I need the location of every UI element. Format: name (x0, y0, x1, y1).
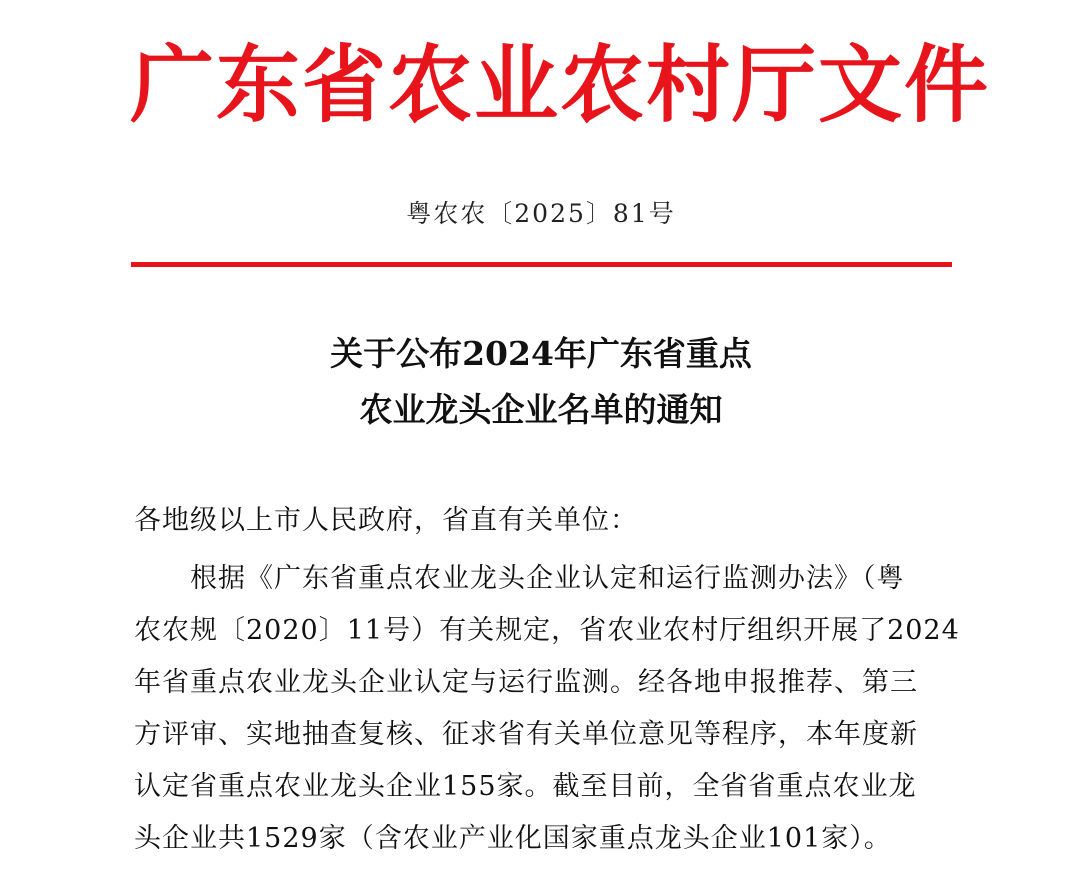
body-line-1: 根据《广东省重点农业龙头企业认定和运行监测办法》（粤 (190, 563, 905, 594)
notice-title (130, 326, 952, 438)
salutation: 各地级以上市人民政府，省直有关单位： (134, 505, 638, 536)
red-separator-line (131, 262, 952, 267)
notice-title-line-2: 农业龙头企业名单的通知 (359, 390, 723, 429)
issuing-authority-header: 广东省农业农村厅文件 (130, 35, 991, 134)
body-line-2: 农农规〔2020〕11号）有关规定，省农业农村厅组织开展了2024 (134, 615, 960, 646)
notice-title-line-1: 关于公布2024年广东省重点 (330, 334, 752, 373)
document-number: 粤农农〔2025〕81号 (406, 199, 676, 228)
body-line-5: 认定省重点农业龙头企业155家。截至目前，全省省重点农业龙 (134, 771, 917, 802)
body-line-4: 方评审、实地抽查复核、征求省有关单位意见等程序，本年度新 (134, 719, 918, 750)
body-line-6: 头企业共1529家（含农业产业化国家重点龙头企业101家）。 (134, 823, 892, 854)
body-line-3: 年省重点农业龙头企业认定与运行监测。经各地申报推荐、第三 (134, 667, 918, 698)
